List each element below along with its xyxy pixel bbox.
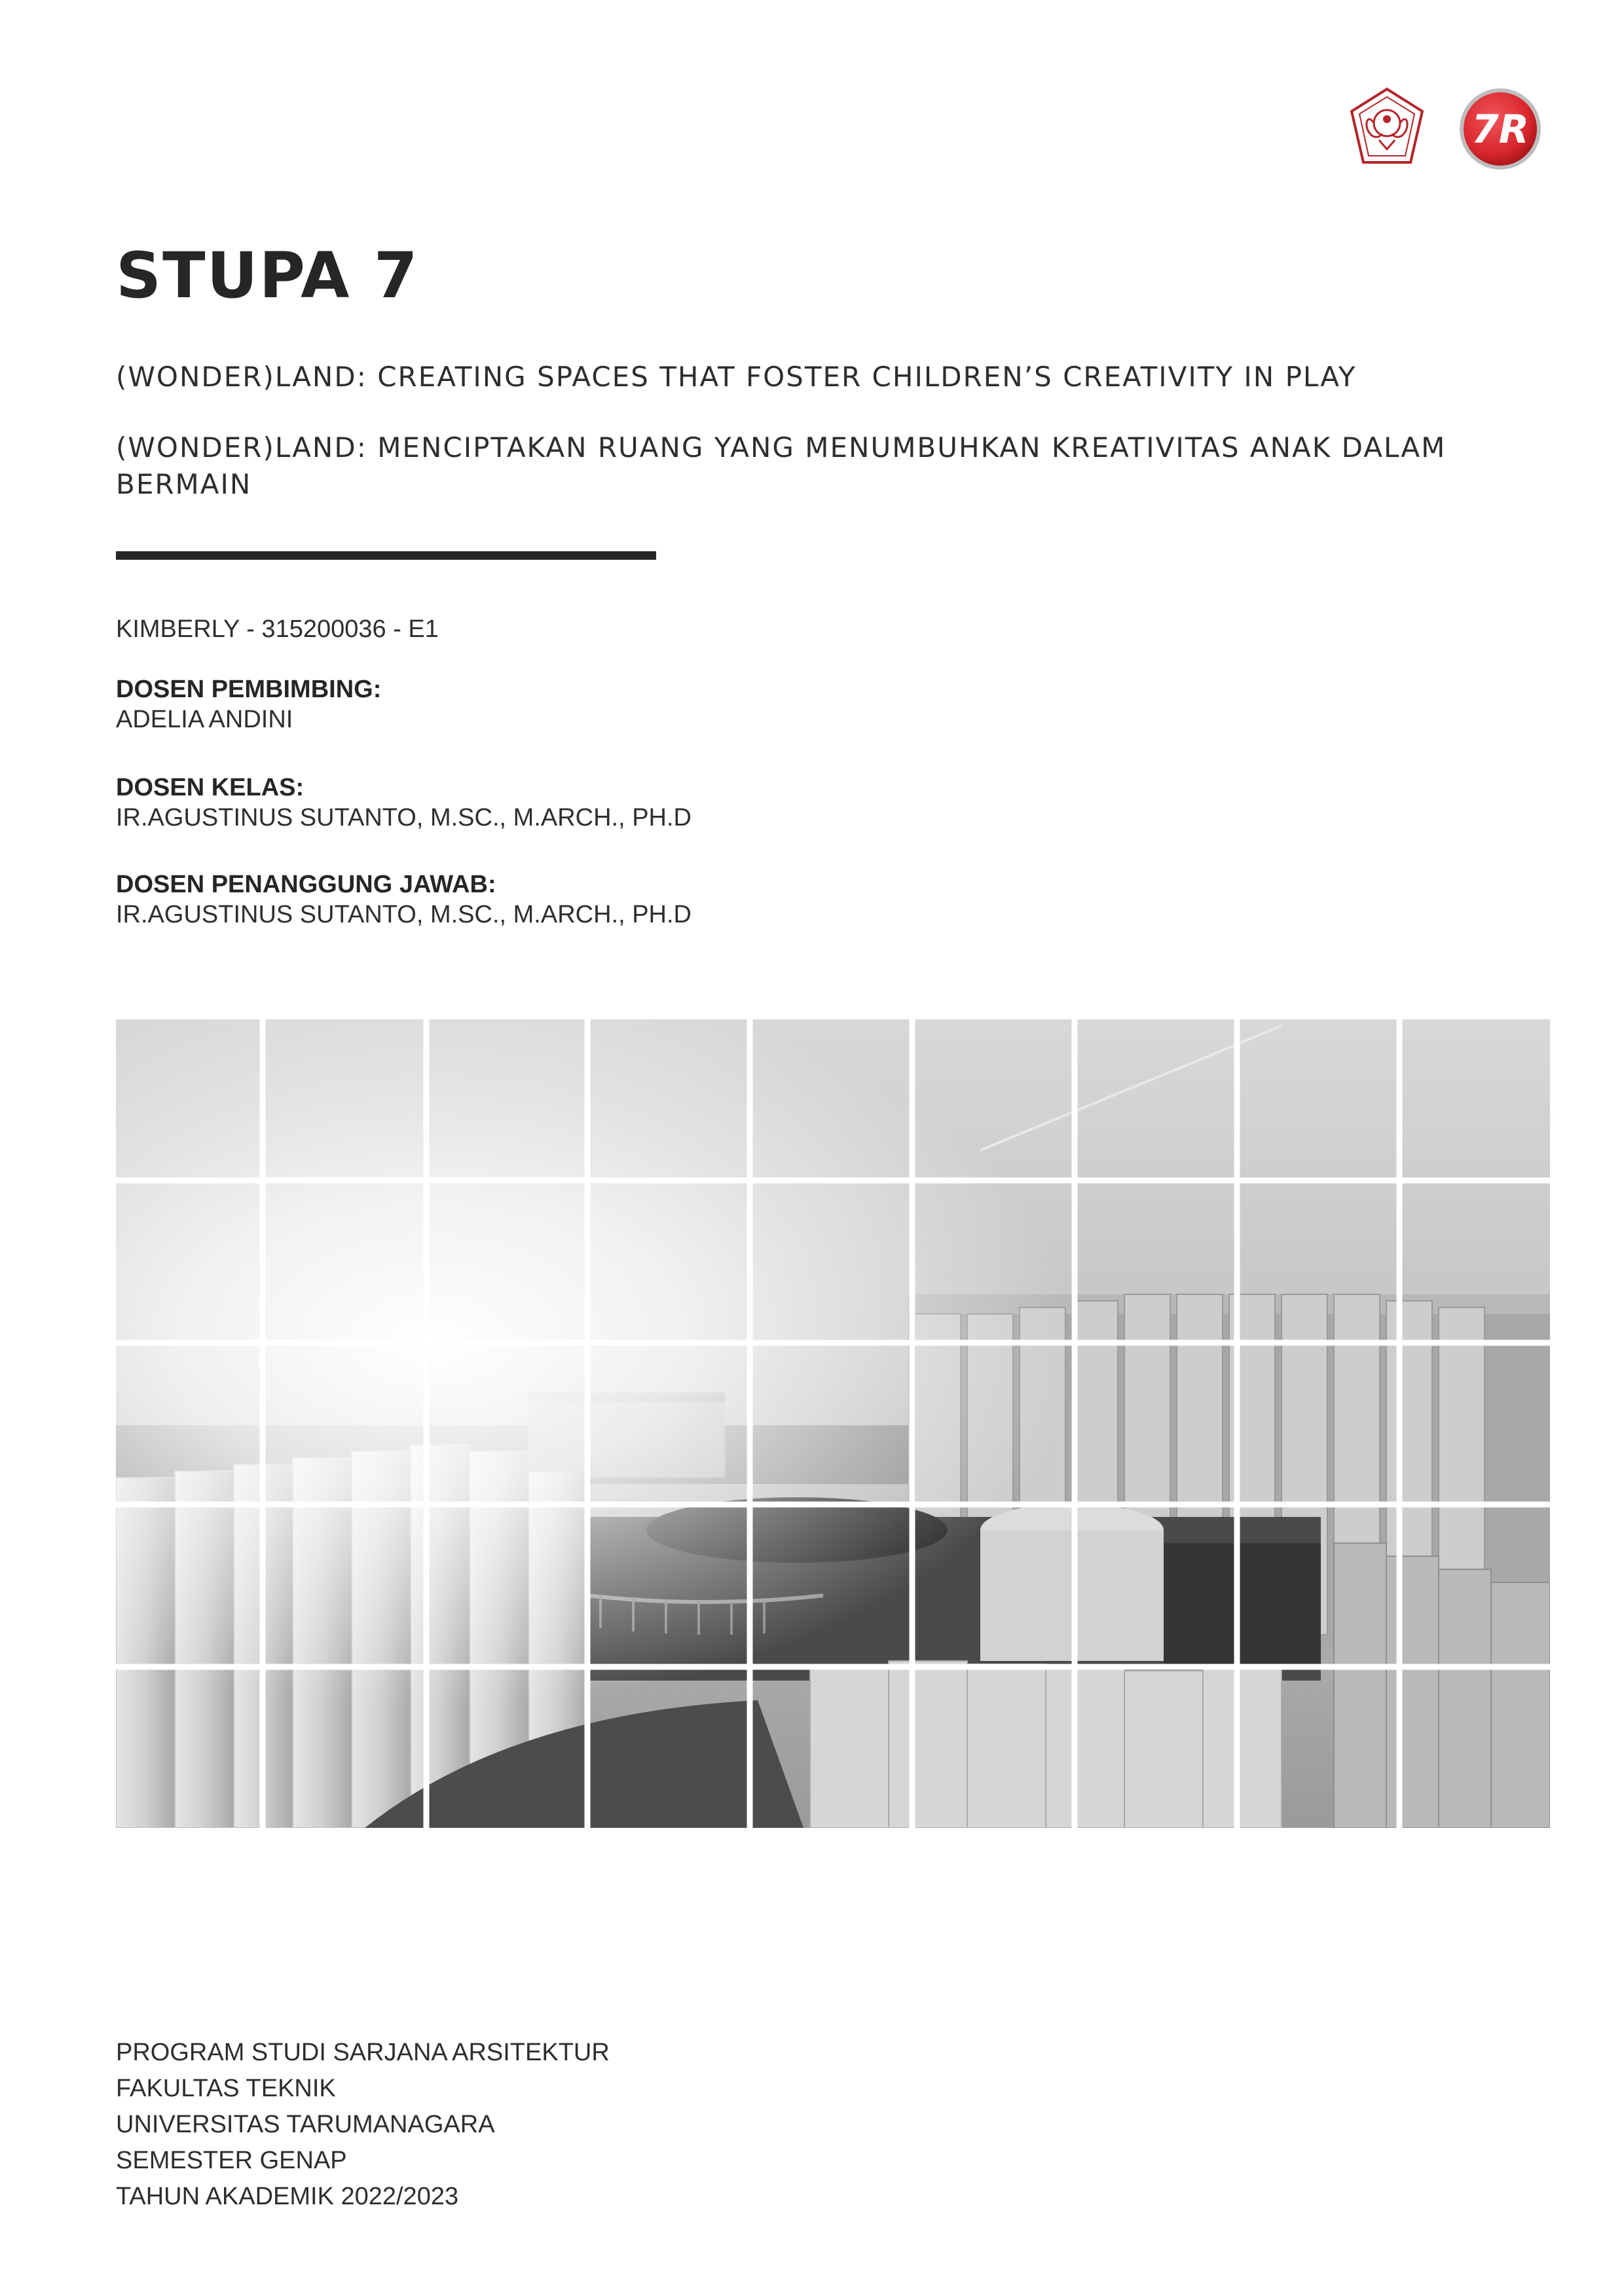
footer-university: UNIVERSITAS TARUMANAGARA: [116, 2111, 495, 2138]
logo-group: [1348, 86, 1544, 172]
footer-academic-year: TAHUN AKADEMIK 2022/2023: [116, 2183, 459, 2210]
subtitle-english: (WONDER)LAND: CREATING SPACES THAT FOSTER CHILDREN’S CREATIVITY IN PLAY: [116, 361, 1357, 393]
studio-7r-logo: [1458, 86, 1543, 172]
class-lecturer-name: IR.AGUSTINUS SUTANTO, M.SC., M.ARCH., PH.D: [116, 804, 692, 831]
responsible-lecturer-label: DOSEN PENANGGUNG JAWAB:: [116, 871, 496, 898]
badge-text: 7R: [1471, 107, 1529, 153]
advisor-label: DOSEN PEMBIMBING:: [116, 676, 382, 703]
responsible-lecturer-name: IR.AGUSTINUS SUTANTO, M.SC., M.ARCH., PH.D: [116, 901, 692, 928]
hero-render-grid: [116, 1019, 1550, 1828]
student-info: KIMBERLY - 315200036 - E1: [116, 615, 439, 643]
university-crest-logo: [1348, 86, 1426, 166]
subtitle-indonesian: [116, 429, 1557, 503]
subtitle-indonesian-line2: BERMAIN: [116, 468, 252, 500]
advisor-block: [116, 674, 381, 735]
class-lecturer-label: DOSEN KELAS:: [116, 774, 304, 801]
responsible-lecturer-block: [116, 869, 692, 930]
footer-faculty: FAKULTAS TEKNIK: [116, 2075, 336, 2102]
institution-footer: [116, 2035, 610, 2215]
footer-semester: SEMESTER GENAP: [116, 2147, 347, 2174]
page-title: STUPA 7: [116, 239, 419, 312]
footer-program: PROGRAM STUDI SARJANA ARSITEKTUR: [116, 2039, 610, 2066]
advisor-name: ADELIA ANDINI: [116, 706, 293, 733]
title-divider: [116, 551, 656, 560]
class-lecturer-block: [116, 773, 692, 833]
subtitle-indonesian-line1: (WONDER)LAND: MENCIPTAKAN RUANG YANG MENUMBUHKAN KREATIVITAS ANAK DALAM: [116, 431, 1447, 464]
